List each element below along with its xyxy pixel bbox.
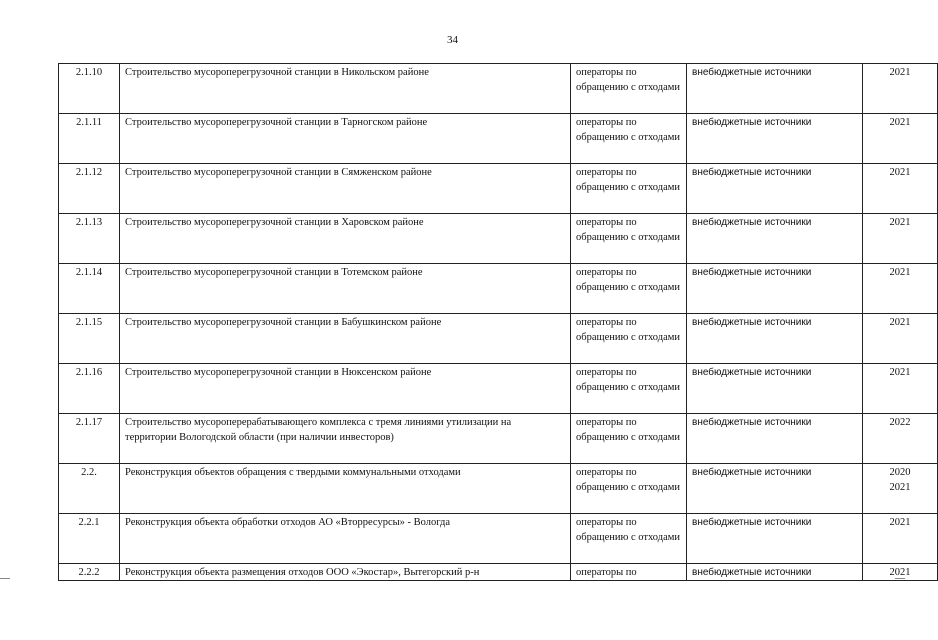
row-number-cell: 2.1.11	[59, 114, 120, 164]
year-value: 2021	[889, 267, 911, 278]
executor-cell: операторы по обращению с отходами	[571, 414, 687, 464]
table-row	[59, 464, 938, 514]
year-value: 2021	[889, 517, 911, 528]
row-number-cell: 2.2.1	[59, 514, 120, 564]
table-row	[59, 114, 938, 164]
executor-cell: операторы по обращению с отходами	[571, 264, 687, 314]
executor-cell: операторы по	[571, 564, 687, 581]
funding-source-cell: внебюджетные источники	[687, 564, 863, 581]
funding-source-cell: внебюджетные источники	[687, 414, 863, 464]
year-cell	[863, 414, 938, 464]
funding-source-cell: внебюджетные источники	[687, 114, 863, 164]
funding-source-cell: внебюджетные источники	[687, 464, 863, 514]
year-cell	[863, 164, 938, 214]
year-value: 2021	[889, 482, 911, 493]
funding-source-cell: внебюджетные источники	[687, 214, 863, 264]
executor-cell: операторы по обращению с отходами	[571, 464, 687, 514]
measure-name-cell: Строительство мусороперегрузочной станции в Тарногском районе	[120, 114, 571, 164]
year-value: 2021	[889, 567, 911, 578]
table-row	[59, 564, 938, 581]
measure-name-cell: Строительство мусороперегрузочной станции в Харовском районе	[120, 214, 571, 264]
year-value: 2021	[889, 317, 911, 328]
year-value: 2022	[889, 417, 911, 428]
executor-cell: операторы по обращению с отходами	[571, 64, 687, 114]
row-number-cell: 2.1.13	[59, 214, 120, 264]
measure-name-cell: Строительство мусороперегрузочной станции в Нюксенском районе	[120, 364, 571, 414]
measures-table-body	[59, 64, 938, 581]
year-cell	[863, 514, 938, 564]
funding-source-cell: внебюджетные источники	[687, 314, 863, 364]
year-value: 2021	[889, 217, 911, 228]
table-row	[59, 164, 938, 214]
row-number-cell: 2.2.2	[59, 564, 120, 581]
row-number-cell: 2.1.16	[59, 364, 120, 414]
executor-cell: операторы по обращению с отходами	[571, 214, 687, 264]
executor-cell: операторы по обращению с отходами	[571, 514, 687, 564]
row-number-cell: 2.1.10	[59, 64, 120, 114]
executor-cell: операторы по обращению с отходами	[571, 164, 687, 214]
page-number: 34	[447, 34, 458, 46]
funding-source-cell: внебюджетные источники	[687, 164, 863, 214]
table-row	[59, 514, 938, 564]
year-cell	[863, 464, 938, 514]
measure-name-cell: Реконструкция объекта обработки отходов АО «Вторресурсы» - Вологда	[120, 514, 571, 564]
year-value: 2021	[889, 167, 911, 178]
row-number-cell: 2.1.17	[59, 414, 120, 464]
row-number-cell: 2.1.14	[59, 264, 120, 314]
scan-edge-mark-left	[0, 578, 10, 579]
year-cell	[863, 264, 938, 314]
executor-cell: операторы по обращению с отходами	[571, 364, 687, 414]
year-cell	[863, 114, 938, 164]
year-cell	[863, 64, 938, 114]
year-value: 2021	[889, 367, 911, 378]
row-number-cell: 2.2.	[59, 464, 120, 514]
measures-table	[58, 63, 938, 581]
measure-name-cell: Строительство мусороперерабатывающего комплекса с тремя линиями утилизации на территории Вологодской области (при наличии инвесторов)	[120, 414, 571, 464]
executor-cell: операторы по обращению с отходами	[571, 314, 687, 364]
funding-source-cell: внебюджетные источники	[687, 264, 863, 314]
year-value: 2020	[889, 467, 911, 478]
table-row	[59, 314, 938, 364]
year-value: 2021	[889, 67, 911, 78]
funding-source-cell: внебюджетные источники	[687, 64, 863, 114]
table-row	[59, 414, 938, 464]
funding-source-cell: внебюджетные источники	[687, 514, 863, 564]
table-row	[59, 64, 938, 114]
measure-name-cell: Строительство мусороперегрузочной станции в Никольском районе	[120, 64, 571, 114]
measure-name-cell: Реконструкция объектов обращения с твердыми коммунальными отходами	[120, 464, 571, 514]
row-number-cell: 2.1.15	[59, 314, 120, 364]
funding-source-cell: внебюджетные источники	[687, 364, 863, 414]
row-number-cell: 2.1.12	[59, 164, 120, 214]
year-cell	[863, 314, 938, 364]
measure-name-cell: Строительство мусороперегрузочной станции в Бабушкинском районе	[120, 314, 571, 364]
year-cell	[863, 214, 938, 264]
measure-name-cell: Строительство мусороперегрузочной станции в Сямженском районе	[120, 164, 571, 214]
scan-edge-mark-right	[895, 578, 905, 579]
table-row	[59, 214, 938, 264]
year-value: 2021	[889, 117, 911, 128]
table-row	[59, 364, 938, 414]
table-row	[59, 264, 938, 314]
year-cell	[863, 364, 938, 414]
measure-name-cell: Реконструкция объекта размещения отходов ООО «Экостар», Вытегорский р-н	[120, 564, 571, 581]
executor-cell: операторы по обращению с отходами	[571, 114, 687, 164]
measure-name-cell: Строительство мусороперегрузочной станции в Тотемском районе	[120, 264, 571, 314]
